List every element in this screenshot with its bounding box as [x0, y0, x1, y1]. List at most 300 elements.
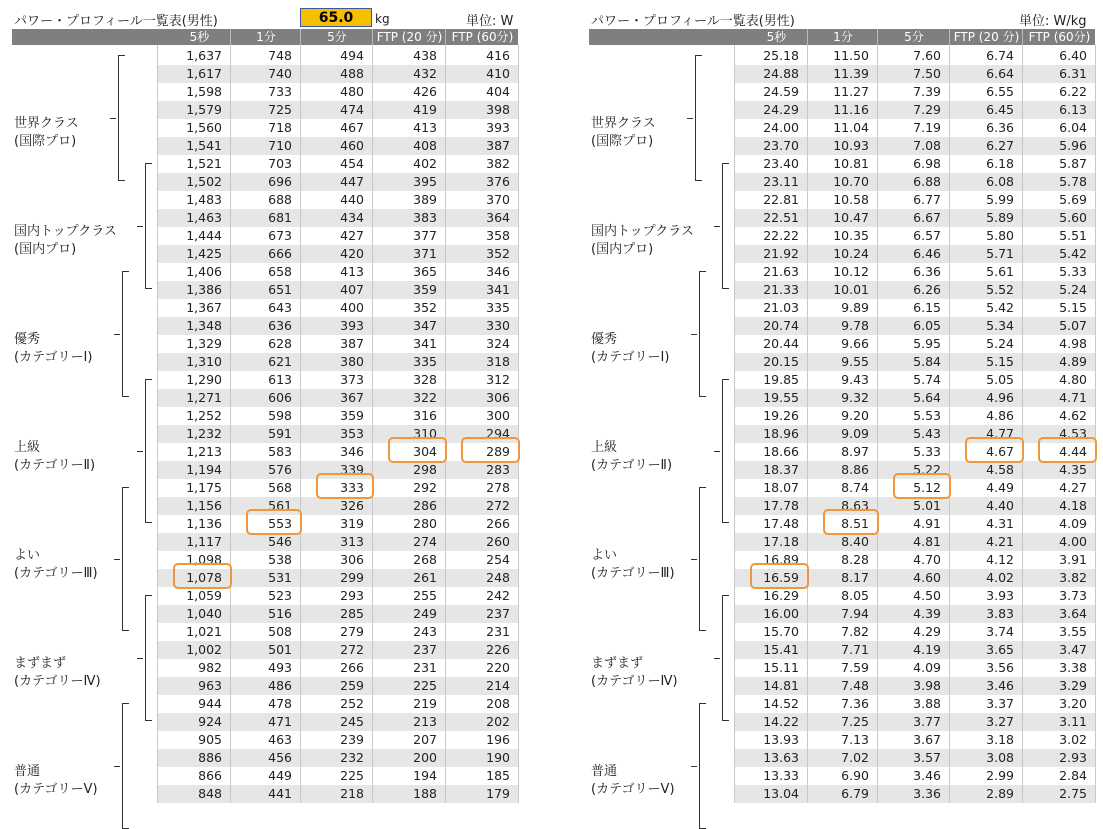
category-bracket	[695, 55, 702, 181]
bracket-tick	[137, 226, 143, 227]
table-cell: 1,367	[186, 300, 222, 315]
category-sublabel: (国際プロ)	[591, 134, 654, 149]
table-cell: 7.13	[841, 732, 869, 747]
table-cell: 924	[198, 714, 222, 729]
table-cell: 1,136	[186, 516, 222, 531]
table-cell: 266	[340, 660, 364, 675]
column-header: 1分	[807, 29, 878, 45]
table-cell: 5.89	[986, 210, 1014, 225]
bracket-tick	[691, 334, 697, 335]
table-cell: 352	[486, 246, 510, 261]
table-cell: 748	[268, 48, 292, 63]
table-cell: 5.42	[986, 300, 1014, 315]
table-cell: 7.19	[913, 120, 941, 135]
category-label: 普通	[591, 764, 618, 779]
table-cell: 24.88	[763, 66, 799, 81]
category-sublabel: (国内プロ)	[591, 242, 654, 257]
weight-input[interactable]: 65.0	[300, 8, 372, 27]
table-cell: 1,637	[186, 48, 222, 63]
table-cell: 380	[340, 354, 364, 369]
table-cell: 294	[486, 426, 510, 441]
table-cell: 10.35	[833, 228, 869, 243]
table-cell: 478	[268, 696, 292, 711]
table-cell: 4.18	[1059, 498, 1087, 513]
table-cell: 1,175	[186, 480, 222, 495]
table-cell: 1,117	[186, 534, 222, 549]
table-cell: 621	[268, 354, 292, 369]
table-cell: 4.86	[986, 408, 1014, 423]
table-cell: 365	[413, 264, 437, 279]
table-cell: 4.09	[1059, 516, 1087, 531]
table-cell: 5.78	[1059, 174, 1087, 189]
table-cell: 583	[268, 444, 292, 459]
table-cell: 3.11	[1059, 714, 1087, 729]
table-cell: 4.09	[913, 660, 941, 675]
highlight-box	[173, 563, 232, 589]
table-cell: 474	[340, 102, 364, 117]
table-cell: 643	[268, 300, 292, 315]
table-cell: 710	[268, 138, 292, 153]
table-cell: 218	[340, 786, 364, 801]
table-cell: 1,002	[186, 642, 222, 657]
table-cell: 7.48	[841, 678, 869, 693]
table-cell: 7.36	[841, 696, 869, 711]
table-cell: 488	[340, 66, 364, 81]
table-cell: 6.31	[1059, 66, 1087, 81]
table-cell: 194	[413, 768, 437, 783]
table-cell: 242	[486, 588, 510, 603]
table-cell: 531	[268, 570, 292, 585]
table-cell: 20.44	[763, 336, 799, 351]
table-cell: 260	[486, 534, 510, 549]
table-cell: 666	[268, 246, 292, 261]
table-cell: 598	[268, 408, 292, 423]
table-cell: 226	[486, 642, 510, 657]
table-cell: 352	[413, 300, 437, 315]
table-cell: 7.29	[913, 102, 941, 117]
table-cell: 14.52	[763, 696, 799, 711]
table-cell: 3.08	[986, 750, 1014, 765]
category-sublabel: (カテゴリーⅠ)	[591, 350, 670, 365]
table-cell: 346	[486, 264, 510, 279]
table-cell: 11.16	[833, 102, 869, 117]
table-cell: 3.73	[1059, 588, 1087, 603]
table-cell: 1,290	[186, 372, 222, 387]
category-bracket	[699, 703, 706, 829]
table-cell: 5.51	[1059, 228, 1087, 243]
table-cell: 613	[268, 372, 292, 387]
table-cell: 5.34	[986, 318, 1014, 333]
table-cell: 7.39	[913, 84, 941, 99]
table-cell: 413	[413, 120, 437, 135]
table-cell: 3.65	[986, 642, 1014, 657]
highlight-box	[823, 509, 879, 535]
column-header: 5秒	[766, 30, 787, 44]
table-cell: 393	[486, 120, 510, 135]
table-cell: 207	[413, 732, 437, 747]
grid-line	[157, 45, 158, 803]
table-cell: 6.15	[913, 300, 941, 315]
table-cell: 402	[413, 156, 437, 171]
table-cell: 6.79	[841, 786, 869, 801]
table-cell: 6.18	[986, 156, 1014, 171]
category-label: まずまず	[591, 656, 644, 671]
table-cell: 3.77	[913, 714, 941, 729]
table-cell: 3.47	[1059, 642, 1087, 657]
table-cell: 6.08	[986, 174, 1014, 189]
table-cell: 3.83	[986, 606, 1014, 621]
table-cell: 1,348	[186, 318, 222, 333]
table-cell: 10.12	[833, 264, 869, 279]
table-cell: 190	[486, 750, 510, 765]
table-cell: 13.63	[763, 750, 799, 765]
category-label: まずまず	[14, 656, 67, 671]
table-cell: 673	[268, 228, 292, 243]
table-cell: 13.04	[763, 786, 799, 801]
table-cell: 8.86	[841, 462, 869, 477]
table-cell: 5.84	[913, 354, 941, 369]
category-sublabel: (カテゴリーⅠ)	[14, 350, 93, 365]
table-cell: 266	[486, 516, 510, 531]
table-cell: 5.60	[1059, 210, 1087, 225]
column-header: FTP (60分)	[445, 29, 519, 45]
table-cell: 432	[413, 66, 437, 81]
table-cell: 9.78	[841, 318, 869, 333]
table-cell: 15.70	[763, 624, 799, 639]
table-cell: 400	[340, 300, 364, 315]
table-cell: 553	[268, 516, 292, 531]
table-cell: 3.56	[986, 660, 1014, 675]
table-cell: 886	[198, 750, 222, 765]
table-cell: 6.36	[913, 264, 941, 279]
table-cell: 10.01	[833, 282, 869, 297]
table-cell: 214	[486, 678, 510, 693]
table-cell: 25.18	[763, 48, 799, 63]
table-cell: 7.08	[913, 138, 941, 153]
table-cell: 318	[486, 354, 510, 369]
table-cell: 963	[198, 678, 222, 693]
table-cell: 377	[413, 228, 437, 243]
table-cell: 304	[413, 444, 437, 459]
category-sublabel: (国内プロ)	[14, 242, 77, 257]
table-cell: 335	[413, 354, 437, 369]
grid-line	[734, 45, 735, 803]
table-cell: 486	[268, 678, 292, 693]
table-cell: 293	[340, 588, 364, 603]
table-cell: 237	[413, 642, 437, 657]
table-cell: 5.43	[913, 426, 941, 441]
table-cell: 22.51	[763, 210, 799, 225]
table-cell: 19.55	[763, 390, 799, 405]
table-cell: 319	[340, 516, 364, 531]
table-cell: 4.98	[1059, 336, 1087, 351]
table-cell: 434	[340, 210, 364, 225]
category-label: 優秀	[591, 332, 618, 347]
bracket-tick	[714, 226, 720, 227]
table-cell: 606	[268, 390, 292, 405]
table-cell: 22.81	[763, 192, 799, 207]
table-cell: 5.74	[913, 372, 941, 387]
table-cell: 4.02	[986, 570, 1014, 585]
grid-line	[1022, 45, 1023, 803]
table-cell: 278	[486, 480, 510, 495]
table-cell: 413	[340, 264, 364, 279]
highlight-box	[461, 437, 520, 463]
column-header: FTP (20 分)	[949, 29, 1023, 45]
category-label: 上級	[14, 440, 41, 455]
table-cell: 283	[486, 462, 510, 477]
table-cell: 387	[486, 138, 510, 153]
table-cell: 538	[268, 552, 292, 567]
grid-line	[372, 45, 373, 803]
table-cell: 185	[486, 768, 510, 783]
table-cell: 24.29	[763, 102, 799, 117]
table-cell: 651	[268, 282, 292, 297]
table-cell: 341	[486, 282, 510, 297]
table-cell: 4.50	[913, 588, 941, 603]
table-cell: 447	[340, 174, 364, 189]
table-cell: 219	[413, 696, 437, 711]
highlight-box	[246, 509, 302, 535]
table-cell: 10.24	[833, 246, 869, 261]
table-cell: 419	[413, 102, 437, 117]
table-cell: 7.82	[841, 624, 869, 639]
table-cell: 9.66	[841, 336, 869, 351]
table-cell: 208	[486, 696, 510, 711]
category-label: 上級	[591, 440, 618, 455]
table-cell: 367	[340, 390, 364, 405]
table-cell: 688	[268, 192, 292, 207]
table-cell: 5.64	[913, 390, 941, 405]
table-cell: 4.12	[986, 552, 1014, 567]
table-cell: 440	[340, 192, 364, 207]
bracket-tick	[714, 451, 720, 452]
table-cell: 196	[486, 732, 510, 747]
table-cell: 3.93	[986, 588, 1014, 603]
table-cell: 546	[268, 534, 292, 549]
category-sublabel: (カテゴリーⅣ)	[14, 674, 101, 689]
table-cell: 261	[413, 570, 437, 585]
table-cell: 658	[268, 264, 292, 279]
table-cell: 460	[340, 138, 364, 153]
table-cell: 410	[486, 66, 510, 81]
table-cell: 5.05	[986, 372, 1014, 387]
table-cell: 2.84	[1059, 768, 1087, 783]
table-cell: 1,040	[186, 606, 222, 621]
table-cell: 4.39	[913, 606, 941, 621]
table-cell: 272	[486, 498, 510, 513]
table-cell: 1,386	[186, 282, 222, 297]
table-cell: 1,078	[186, 570, 222, 585]
table-cell: 8.05	[841, 588, 869, 603]
table-cell: 8.97	[841, 444, 869, 459]
table-cell: 225	[413, 678, 437, 693]
table-cell: 306	[340, 552, 364, 567]
table-cell: 11.50	[833, 48, 869, 63]
table-cell: 213	[413, 714, 437, 729]
table-cell: 188	[413, 786, 437, 801]
table-cell: 330	[486, 318, 510, 333]
table-cell: 2.99	[986, 768, 1014, 783]
table-cell: 866	[198, 768, 222, 783]
table-cell: 1,232	[186, 426, 222, 441]
table-cell: 6.57	[913, 228, 941, 243]
table-cell: 1,252	[186, 408, 222, 423]
table-cell: 1,059	[186, 588, 222, 603]
table-cell: 245	[340, 714, 364, 729]
table-cell: 300	[486, 408, 510, 423]
category-label: 国内トップクラス	[14, 224, 117, 239]
table-cell: 8.51	[841, 516, 869, 531]
table-cell: 4.62	[1059, 408, 1087, 423]
table-cell: 5.15	[986, 354, 1014, 369]
table-cell: 982	[198, 660, 222, 675]
table-cell: 3.38	[1059, 660, 1087, 675]
column-header: 5秒	[189, 30, 210, 44]
table-cell: 7.94	[841, 606, 869, 621]
table-cell: 310	[413, 426, 437, 441]
table-cell: 5.52	[986, 282, 1014, 297]
column-header: 1分	[230, 29, 301, 45]
category-sublabel: (カテゴリーⅢ)	[591, 566, 675, 581]
table-cell: 9.55	[841, 354, 869, 369]
table-cell: 313	[340, 534, 364, 549]
bracket-tick	[687, 118, 693, 119]
table-cell: 4.19	[913, 642, 941, 657]
table-cell: 3.82	[1059, 570, 1087, 585]
table-cell: 3.27	[986, 714, 1014, 729]
table-cell: 9.43	[841, 372, 869, 387]
table-cell: 5.15	[1059, 300, 1087, 315]
table-cell: 286	[413, 498, 437, 513]
table-cell: 4.81	[913, 534, 941, 549]
right-table-panel	[577, 0, 1103, 803]
category-bracket	[699, 271, 706, 397]
table-cell: 3.74	[986, 624, 1014, 639]
table-cell: 456	[268, 750, 292, 765]
table-cell: 19.26	[763, 408, 799, 423]
table-cell: 24.59	[763, 84, 799, 99]
table-cell: 6.40	[1059, 48, 1087, 63]
bracket-tick	[714, 658, 720, 659]
table-header	[589, 29, 1095, 45]
table-cell: 231	[486, 624, 510, 639]
table-cell: 1,483	[186, 192, 222, 207]
table-cell: 5.61	[986, 264, 1014, 279]
table-cell: 285	[340, 606, 364, 621]
table-cell: 24.00	[763, 120, 799, 135]
table-cell: 14.81	[763, 678, 799, 693]
table-cell: 16.59	[763, 570, 799, 585]
table-cell: 353	[340, 426, 364, 441]
table-cell: 383	[413, 210, 437, 225]
category-sublabel: (カテゴリーⅡ)	[591, 458, 673, 473]
table-cell: 239	[340, 732, 364, 747]
grid-line	[949, 45, 950, 803]
table-cell: 1,502	[186, 174, 222, 189]
table-cell: 6.90	[841, 768, 869, 783]
table-cell: 9.09	[841, 426, 869, 441]
table-cell: 4.00	[1059, 534, 1087, 549]
category-bracket	[722, 163, 729, 289]
table-cell: 416	[486, 48, 510, 63]
table-cell: 576	[268, 462, 292, 477]
table-cell: 4.44	[1059, 444, 1087, 459]
grid-line	[877, 45, 878, 803]
table-cell: 523	[268, 588, 292, 603]
column-header: FTP (20 分)	[372, 29, 446, 45]
table-cell: 18.37	[763, 462, 799, 477]
table-cell: 232	[340, 750, 364, 765]
table-cell: 225	[340, 768, 364, 783]
table-cell: 1,406	[186, 264, 222, 279]
table-cell: 21.63	[763, 264, 799, 279]
table-cell: 681	[268, 210, 292, 225]
table-cell: 395	[413, 174, 437, 189]
table-cell: 279	[340, 624, 364, 639]
table-cell: 312	[486, 372, 510, 387]
table-cell: 252	[340, 696, 364, 711]
table-cell: 254	[486, 552, 510, 567]
table-cell: 18.66	[763, 444, 799, 459]
table-cell: 18.07	[763, 480, 799, 495]
table-cell: 14.22	[763, 714, 799, 729]
table-cell: 9.89	[841, 300, 869, 315]
table-cell: 5.33	[913, 444, 941, 459]
table-cell: 4.67	[986, 444, 1014, 459]
table-cell: 568	[268, 480, 292, 495]
table-cell: 628	[268, 336, 292, 351]
table-cell: 5.22	[913, 462, 941, 477]
table-cell: 398	[486, 102, 510, 117]
highlight-box	[965, 437, 1024, 463]
table-cell: 5.87	[1059, 156, 1087, 171]
category-bracket	[699, 487, 706, 631]
table-cell: 18.96	[763, 426, 799, 441]
category-sublabel: (カテゴリーⅡ)	[14, 458, 96, 473]
table-cell: 17.18	[763, 534, 799, 549]
table-cell: 7.71	[841, 642, 869, 657]
category-bracket	[118, 55, 125, 181]
table-cell: 5.71	[986, 246, 1014, 261]
table-cell: 449	[268, 768, 292, 783]
table-cell: 5.12	[913, 480, 941, 495]
table-cell: 333	[340, 480, 364, 495]
table-cell: 6.36	[986, 120, 1014, 135]
table-cell: 441	[268, 786, 292, 801]
table-cell: 289	[486, 444, 510, 459]
table-cell: 7.25	[841, 714, 869, 729]
table-cell: 1,598	[186, 84, 222, 99]
table-cell: 2.89	[986, 786, 1014, 801]
highlight-box	[388, 437, 447, 463]
category-sublabel: (カテゴリーⅤ)	[591, 782, 675, 797]
table-cell: 6.26	[913, 282, 941, 297]
highlight-box	[316, 473, 374, 499]
table-cell: 280	[413, 516, 437, 531]
table-cell: 3.18	[986, 732, 1014, 747]
table-cell: 493	[268, 660, 292, 675]
table-cell: 4.35	[1059, 462, 1087, 477]
table-cell: 316	[413, 408, 437, 423]
table-cell: 13.33	[763, 768, 799, 783]
table-cell: 268	[413, 552, 437, 567]
table-cell: 202	[486, 714, 510, 729]
table-cell: 4.80	[1059, 372, 1087, 387]
table-cell: 22.22	[763, 228, 799, 243]
table-cell: 1,156	[186, 498, 222, 513]
table-cell: 3.64	[1059, 606, 1087, 621]
